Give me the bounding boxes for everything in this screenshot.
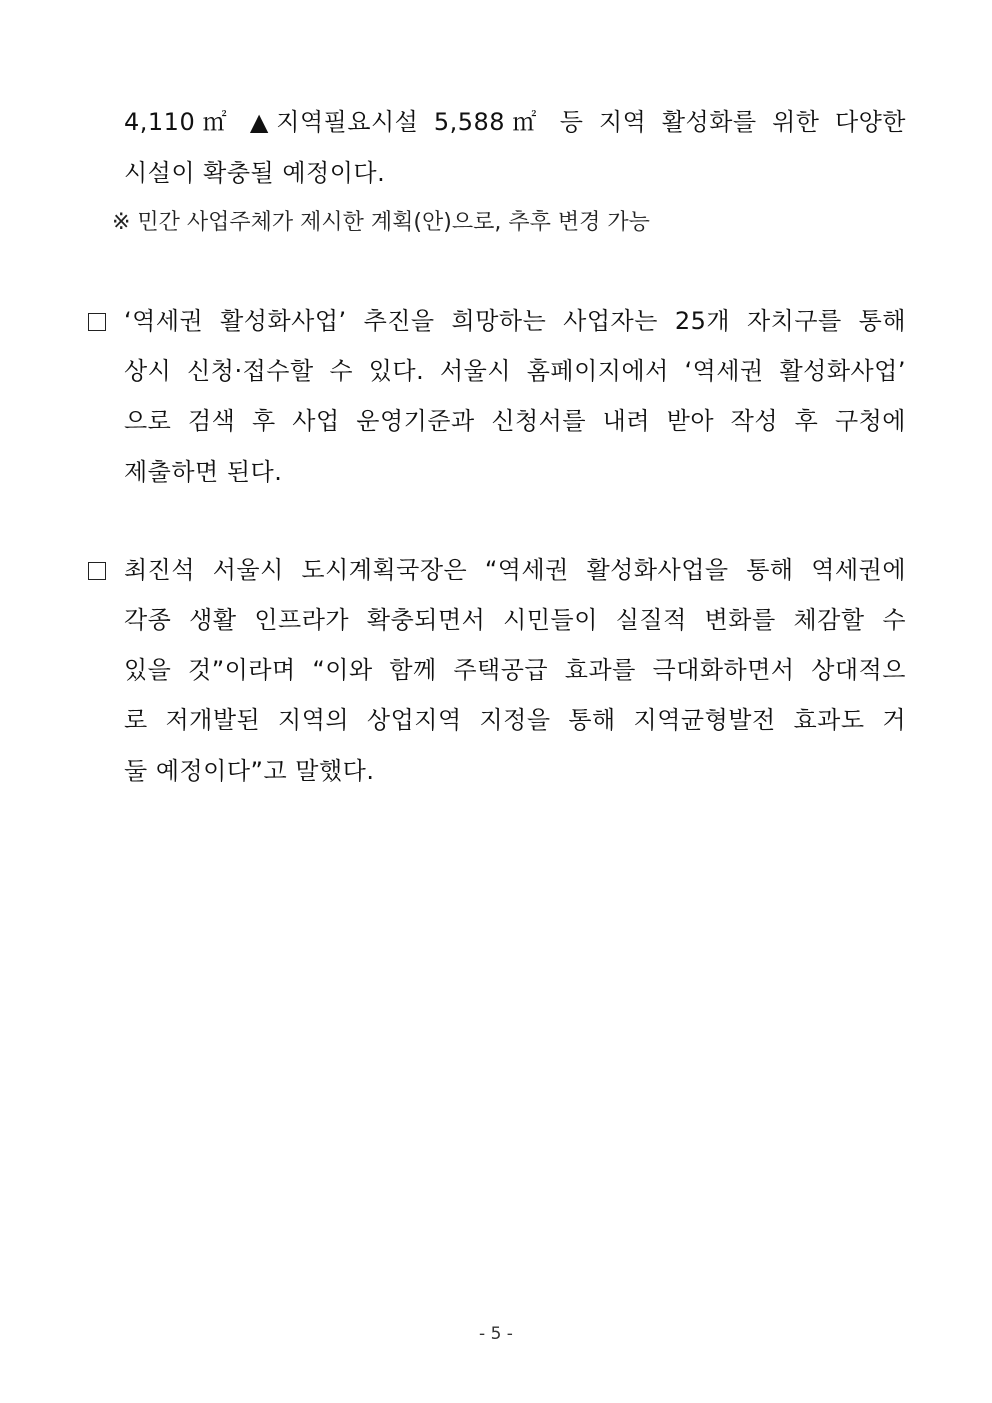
paragraph-2-line-4: 제출하면 된다.: [124, 458, 283, 486]
paragraph-1-note: ※ 민간 사업주체가 제시한 계획(안)으로, 추후 변경 가능: [112, 210, 650, 235]
paragraph-1-line-1: 4,110㎡ ▲지역필요시설 5,588㎡ 등 지역 활성화를 위한 다양한: [124, 108, 906, 136]
checkbox-bullet-icon: [88, 313, 106, 331]
paragraph-2-line-3: 으로 검색 후 사업 운영기준과 신청서를 내려 받아 작성 후 구청에: [124, 407, 906, 435]
paragraph-3-line-4: 로 저개발된 지역의 상업지역 지정을 통해 지역균형발전 효과도 거: [124, 706, 906, 734]
paragraph-3-line-2: 각종 생활 인프라가 확충되면서 시민들이 실질적 변화를 체감할 수: [124, 606, 906, 634]
paragraph-2-line-1: ‘역세권 활성화사업’ 추진을 희망하는 사업자는 25개 자치구를 통해: [124, 307, 906, 335]
paragraph-3-line-5: 둘 예정이다”고 말했다.: [124, 757, 375, 785]
paragraph-1-line-2: 시설이 확충될 예정이다.: [124, 159, 386, 187]
paragraph-3-line-3: 있을 것”이라며 “이와 함께 주택공급 효과를 극대화하면서 상대적으: [124, 656, 906, 684]
checkbox-bullet-icon: [88, 562, 106, 580]
page-number: - 5 -: [479, 1324, 513, 1344]
paragraph-3-line-1: 최진석 서울시 도시계획국장은 “역세권 활성화사업을 통해 역세권에: [124, 556, 906, 584]
paragraph-2-line-2: 상시 신청·접수할 수 있다. 서울시 홈페이지에서 ‘역세권 활성화사업’: [124, 357, 906, 385]
